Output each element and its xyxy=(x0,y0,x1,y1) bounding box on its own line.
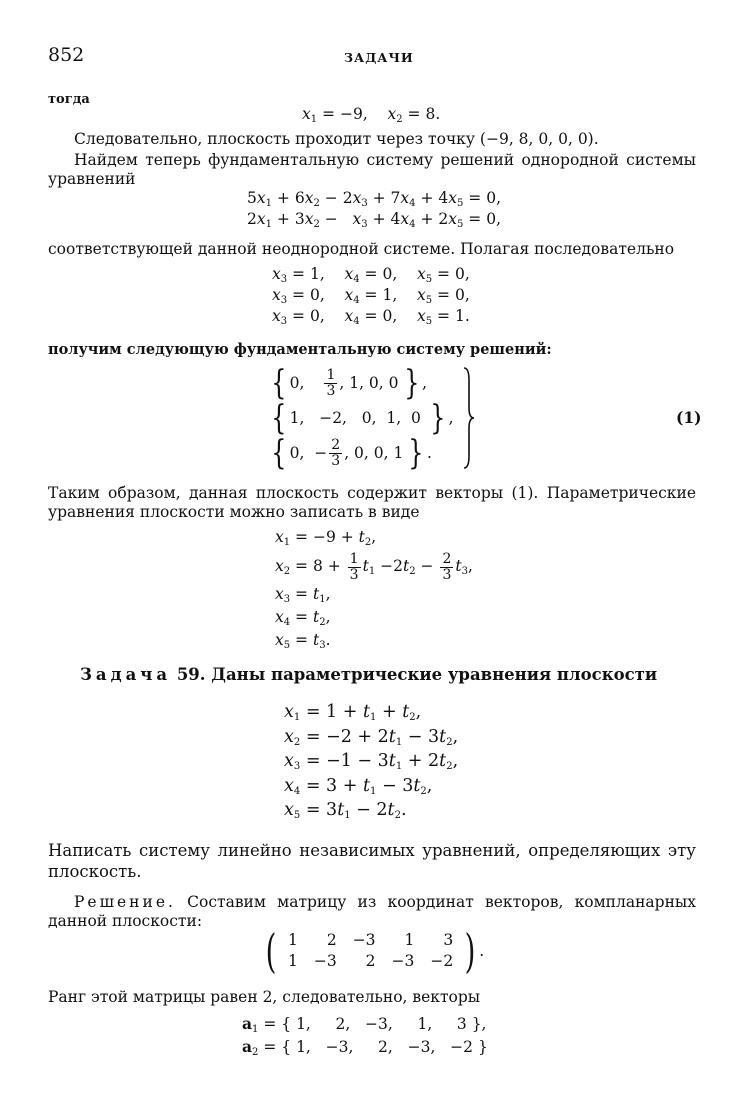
paragraph-thus: Таким образом, данная плоскость содержит векторы (1). Параметрические уравнения плоскости можно записать в виде xyxy=(48,484,696,521)
param2-x2: $x_2 = -2 + 2t_1 - 3t_2$, xyxy=(284,726,459,748)
right-brace xyxy=(463,366,475,470)
paragraph-solution: Решение. Составим матрицу из координат векторов, компланарных данной плоскости: xyxy=(48,893,696,930)
setting-row-2: $x_3 = 0$, $x_4 = 1$, $x_5 = 0$, xyxy=(272,286,470,306)
param1-x1: $x_1 = -9 + t_2$, xyxy=(275,528,377,548)
param1-x3: $x_3 = t_1$, xyxy=(275,585,331,605)
homog-row-1: $5x_1 + 6x_2 - 2x_3 + 7x_4 + 4x_5 = 0$, xyxy=(247,189,502,209)
paragraph-then: тогда xyxy=(48,92,90,107)
paragraph-obtain: получим следующую фундаментальную систему решений: xyxy=(48,341,552,358)
vector-a2: $a_2$ = { 1, −3, 2, −3, −2 } xyxy=(242,1037,488,1058)
param2-x3: $x_3 = -1 - 3t_1 + 2t_2$, xyxy=(284,751,459,772)
matrix-row-2: 1 −3 2 −3 −2 xyxy=(287,952,454,970)
equation-point: $x_1 = -9$, $x_2 = 8$. xyxy=(302,105,441,125)
problem-heading: Задача 59. Даны параметрические уравнения плоскости xyxy=(80,665,658,684)
paragraph-point: Следовательно, плоскость проходит через точку (−9, 8, 0, 0, 0). xyxy=(74,130,599,148)
paragraph-rank: Ранг этой матрицы равен 2, следовательно, векторы xyxy=(48,988,481,1006)
paragraph-task: Написать систему линейно независимых уравнений, определяющих эту плоскость. xyxy=(48,841,696,881)
setting-row-3: $x_3 = 0$, $x_4 = 0$, $x_5 = 1$. xyxy=(272,307,470,327)
equation-label-1: (1) xyxy=(676,408,702,427)
setting-row-1: $x_3 = 1$, $x_4 = 0$, $x_5 = 0$, xyxy=(272,265,470,285)
param1-x4: $x_4 = t_2$, xyxy=(275,608,331,628)
homogeneous-system xyxy=(247,188,501,230)
page-number: 852 xyxy=(48,44,85,66)
param1-x5: $x_5 = t_3$. xyxy=(275,631,331,651)
running-title: ЗАДАЧИ xyxy=(344,50,414,65)
coordinate-matrix: ( 1 2 −3 1 3 1 −3 2 −3 −2 ) . xyxy=(265,924,485,978)
x2-value: 8 xyxy=(425,105,436,123)
fundamental-vector-1: { 0, $\frac{1}{3}$ , 1, 0, 0 } , xyxy=(271,363,428,403)
param2-x4: $x_4 = 3 + t_1 - 3t_2$, xyxy=(284,775,433,797)
parametric-equations-1 xyxy=(275,526,473,652)
matrix-row-1: 1 2 −3 1 3 xyxy=(287,931,454,949)
parametric-equations-2 xyxy=(284,700,458,823)
fundamental-vector-3: { 0, − $\frac{2}{3}$ , 0, 0, 1 } . xyxy=(271,433,432,473)
param2-x5: $x_5 = 3t_1 - 2t_2$. xyxy=(284,800,407,821)
fundamental-vector-2: { 1, −2, 0, 1, 0 } , xyxy=(271,398,454,438)
paragraph-corresponding: соответствующей данной неоднородной системе. Полагая последовательно xyxy=(48,240,675,258)
param1-x2: $x_2 = 8$ + $\frac{1}{3}$ $t_1 -2t_2$ − $\frac{2}{3}$ $t_3$, xyxy=(275,550,473,583)
vector-a1: $a_1$ = { 1, 2, −3, 1, 3 }, xyxy=(242,1014,487,1035)
homog-row-2: $2x_1 + 3x_2 - x_3 + 4x_4 + 2x_5 = 0$, xyxy=(247,210,502,230)
paragraph-find-fundamental: Найдем теперь фундаментальную систему решений однородной системы уравнений xyxy=(48,151,696,188)
free-variable-settings xyxy=(272,264,470,327)
x1-value: −9 xyxy=(339,105,363,123)
param2-x1: $x_1 = 1 + t_1 + t_2$, xyxy=(284,702,422,723)
